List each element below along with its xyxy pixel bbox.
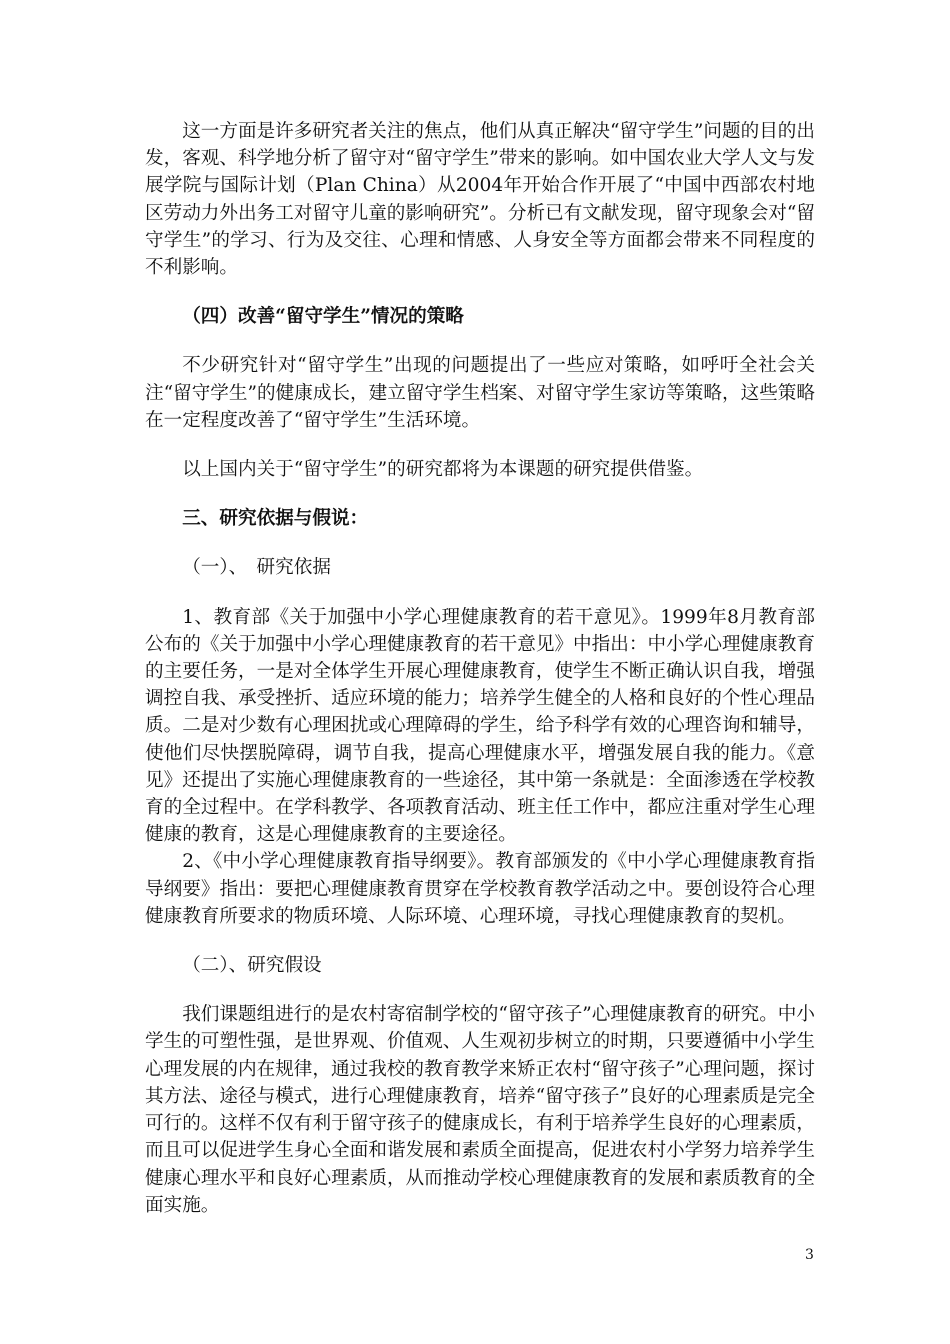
subsection-heading-hypothesis: （二）、研究假设: [182, 955, 322, 977]
paragraph-impact-research: 这一方面是许多研究者关注的焦点，他们从真正解决“留守学生”问题的目的出发，客观、科学地分析了留守对“留守学生”带来的影响。如中国农业大学人文与发展学院与国际计划（Plan China）从2004年开始合作开展了“中国中西部农村地区劳动力外出务工对留守儿童的影响研究”。分析已有文献发现，留守现象会对“留守学生”的学习、行为及交往、心理和情感、人身安全等方面都会带来不同程度的不利影响。: [145, 121, 815, 279]
paragraph-hypothesis: 我们课题组进行的是农村寄宿制学校的“留守孩子”心理健康教育的研究。中小学生的可塑性强，是世界观、价值观、人生观初步树立的时期，只要遵循中小学生心理发展的内在规律，通过我校的教育教学来矫正农村“留守孩子”心理问题，探讨其方法、途径与模式，进行心理健康教育，培养“留守孩子”良好的心理素质是完全可行的。这样不仅有利于留守孩子的健康成长，有利于培养学生良好的心理素质，而且可以促进学生身心全面和谐发展和素质全面提高，促进农村小学努力培养学生健康心理水平和良好心理素质，从而推动学校心理健康教育的发展和素质教育的全面实施。: [145, 1004, 815, 1216]
paragraph-basis-1: 1、教育部《关于加强中小学心理健康教育的若干意见》。1999年8月教育部公布的《关于加强中小学心理健康教育的若干意见》中指出：中小学心理健康教育的主要任务，一是对全体学生开展心理健康教育，使学生不断正确认识自我，增强调控自我、承受挫折、适应环境的能力；培养学生健全的人格和良好的个性心理品质。二是对少数有心理困扰或心理障碍的学生，给予科学有效的心理咨询和辅导，使他们尽快摆脱障碍，调节自我，提高心理健康水平，增强发展自我的能力。《意见》还提出了实施心理健康教育的一些途径，其中第一条就是：全面渗透在学校教育的全过程中。在学科教学、各项教育活动、班主任工作中，都应注重对学生心理健康的教育，这是心理健康教育的主要途径。: [145, 606, 815, 846]
paragraph-basis-2: 2、《中小学心理健康教育指导纲要》。教育部颁发的《中小学心理健康教育指导纲要》指出：要把心理健康教育贯穿在学校教育教学活动之中。要创设符合心理健康教育所要求的物质环境、人际环境、心理环境，寻找心理健康教育的契机。: [145, 851, 815, 927]
subsection-heading-basis: （一）、 研究依据: [182, 557, 331, 579]
section-heading-basis-hypothesis: 三、研究依据与假说：: [182, 508, 369, 530]
page-number: 3: [805, 1247, 814, 1263]
document-page: [145, 118, 815, 1219]
section-heading-strategies: （四）改善“留守学生”情况的策略: [182, 306, 464, 328]
paragraph-strategies: 不少研究针对“留守学生”出现的问题提出了一些应对策略，如呼吁全社会关注“留守学生”的健康成长，建立留守学生档案、对留守学生家访等策略，这些策略在一定程度改善了“留守学生”生活环境。: [145, 355, 815, 431]
paragraph-reference: 以上国内关于“留守学生”的研究都将为本课题的研究提供借鉴。: [182, 459, 704, 481]
